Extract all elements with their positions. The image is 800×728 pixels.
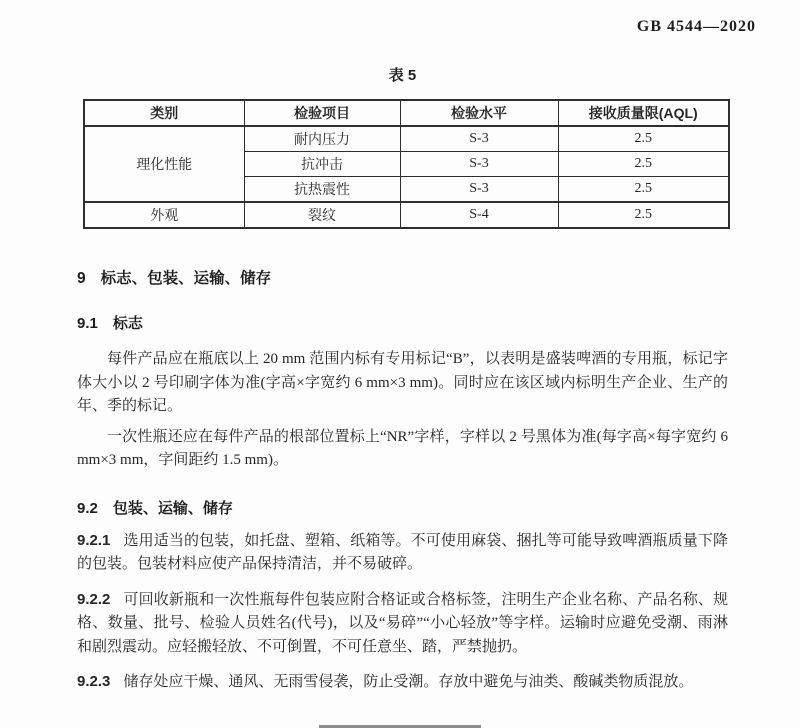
section-9-2-heading <box>77 497 728 518</box>
page-content <box>77 64 728 695</box>
section-9-heading <box>77 266 728 288</box>
level-cell: S-3 <box>400 152 558 177</box>
clause-text: 可回收新瓶和一次性瓶每件包装应附合格证或合格标签，注明生产企业名称、产品名称、规格、数量、批号、检验人员姓名(代号)，以及“易碎”“小心轻放”等字样。运输时应避免受潮、雨淋和剧烈震动。应轻搬轻放、不可倒置，不可任意坐、踏，严禁抛扔。 <box>77 591 728 655</box>
section-number: 9 <box>77 270 86 287</box>
section-number: 9.2 <box>77 499 98 517</box>
section-9-1-heading <box>77 312 728 333</box>
col-header-level: 检验水平 <box>400 100 558 126</box>
col-header-category: 类别 <box>84 100 244 126</box>
clause-9-2-2 <box>77 588 728 660</box>
level-cell: S-3 <box>400 177 558 203</box>
clause-number: 9.2.1 <box>77 531 111 549</box>
col-header-aql: 接收质量限(AQL) <box>558 100 729 126</box>
item-cell: 裂纹 <box>244 202 400 228</box>
section-title: 标志 <box>112 315 143 332</box>
level-cell: S-4 <box>400 202 558 228</box>
aql-cell: 2.5 <box>558 177 729 203</box>
section-title: 包装、运输、储存 <box>112 499 233 517</box>
table-header-row <box>84 100 729 126</box>
paragraph-marking-b: 每件产品应在瓶底以上 20 mm 范围内标有专用标记“B”，以表明是盛装啤酒的专用瓶，标记字体大小以 2 号印刷字体为准(字高×字宽约 6 mm×3 mm)。同时应在该区域内标明生产企业、生产的年、季的标记。 <box>77 351 728 414</box>
aql-cell: 2.5 <box>558 202 729 228</box>
clause-9-2-3 <box>77 670 728 695</box>
item-cell: 抗冲击 <box>244 152 400 177</box>
aql-cell: 2.5 <box>558 126 729 152</box>
section-title: 标志、包装、运输、储存 <box>100 270 272 287</box>
section-number: 9.1 <box>77 315 98 332</box>
clause-text: 选用适当的包装，如托盘、塑箱、纸箱等。不可使用麻袋、捆扎等可能导致啤酒瓶质量下降的包装。包装材料应使产品保持清洁，并不易破碎。 <box>77 532 728 572</box>
col-header-item: 检验项目 <box>244 100 400 126</box>
level-cell: S-3 <box>400 126 558 152</box>
item-cell: 耐内压力 <box>244 126 400 152</box>
table-row <box>84 202 729 228</box>
clause-number: 9.2.2 <box>77 590 111 608</box>
table-caption: 表 5 <box>388 67 417 84</box>
clause-text: 储存处应干燥、通风、无雨雪侵袭，防止受潮。存放中避免与油类、酸碱类物质混放。 <box>123 674 694 690</box>
standard-number: GB 4544—2020 <box>636 18 756 35</box>
clause-9-2-1 <box>77 529 728 577</box>
clause-number: 9.2.3 <box>77 673 111 690</box>
item-cell: 抗热震性 <box>244 177 400 203</box>
aql-cell: 2.5 <box>558 152 729 177</box>
inspection-table <box>83 99 730 229</box>
category-cell: 外观 <box>84 202 244 228</box>
paragraph-marking-nr: 一次性瓶还应在每件产品的根部位置标上“NR”字样，字样以 2 号黑体为准(每字高×每字宽约 6 mm×3 mm，字间距约 1.5 mm)。 <box>77 428 728 468</box>
category-cell: 理化性能 <box>84 126 244 202</box>
page-bottom-divider <box>319 725 481 728</box>
table-row <box>84 126 729 152</box>
